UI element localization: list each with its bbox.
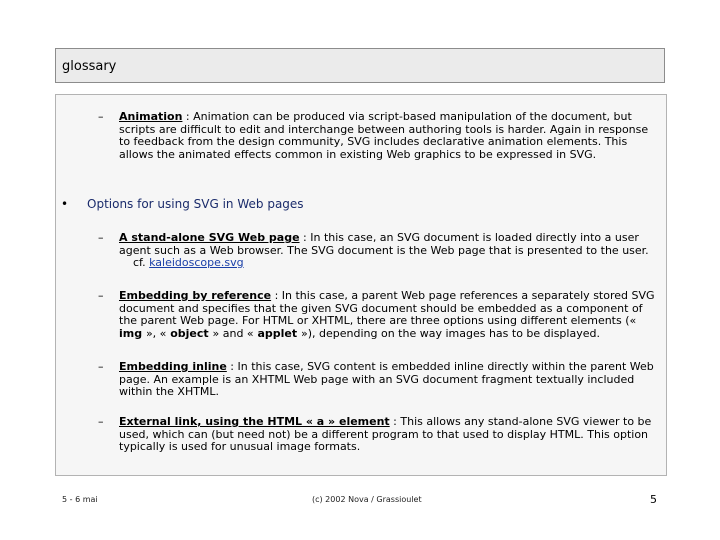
standalone-term: A stand-alone SVG Web page	[119, 231, 300, 244]
embedding-reference-term: Embedding by reference	[119, 289, 272, 302]
external-link-item	[119, 416, 659, 454]
external-link-term: External link, using the HTML « a » element	[119, 415, 390, 428]
keyword-applet: applet	[253, 326, 301, 340]
keyword-img: img	[119, 326, 146, 340]
standalone-text: : In this case, an SVG document is loaded directly into a user agent such as a Web browser. The SVG document is the Web page that is presented to the user.	[119, 231, 649, 257]
options-bullet-text: Options for using SVG in Web pages	[87, 197, 304, 211]
dash-marker: –	[98, 110, 104, 123]
cf-label: cf.	[133, 256, 150, 270]
standalone-item	[119, 232, 659, 270]
dash-marker: –	[98, 231, 104, 244]
dash-marker: –	[98, 360, 104, 373]
embedding-inline-term: Embedding inline	[119, 360, 227, 373]
animation-item	[119, 111, 659, 161]
keyword-object: object	[166, 326, 213, 340]
page-number: 5	[650, 493, 657, 506]
title-bar	[55, 48, 665, 83]
embedding-reference-item	[119, 290, 659, 340]
embedding-reference-text-3: » and «	[212, 326, 254, 340]
page-title: glossary	[62, 59, 117, 74]
embedding-inline-item	[119, 361, 659, 399]
footer-copyright: (c) 2002 Nova / Grassioulet	[312, 495, 422, 504]
animation-text: : Animation can be produced via script-based manipulation of the document, but scripts are difficult to edit and interchange between authoring tools is harder. Again in response to feedback from the design community, SVG includes declarative animation elements. This allows the animated effects common in existing Web graphics to be expressed in SVG.	[119, 110, 649, 161]
embedding-inline-text: : In this case, SVG content is embedded inline directly within the parent Web page. An example is an XHTML Web page with an SVG document fragment textually included within the XHTML.	[119, 360, 654, 399]
dash-marker: –	[98, 415, 104, 428]
embedding-reference-text: : In this case, a parent Web page references a separately stored SVG document and specifies that the given SVG document should be embedded as a component of the parent Web page. For HTML or XHTML, there are three options using different elements («	[119, 289, 655, 328]
bullet-icon: •	[61, 197, 69, 211]
animation-term: Animation	[119, 110, 183, 123]
embedding-reference-text-2: », «	[145, 326, 167, 340]
dash-marker: –	[98, 289, 104, 302]
footer-date: 5 - 6 mai	[62, 495, 98, 504]
embedding-reference-text-4: »), depending on the way images has to be displayed.	[300, 326, 600, 340]
kaleidoscope-link[interactable]: kaleidoscope.svg	[149, 256, 244, 270]
external-link-text: : This allows any stand-alone SVG viewer to be used, which can (but need not) be a different program to that used to display HTML. This option typically is used for unusual image formats.	[119, 415, 652, 454]
